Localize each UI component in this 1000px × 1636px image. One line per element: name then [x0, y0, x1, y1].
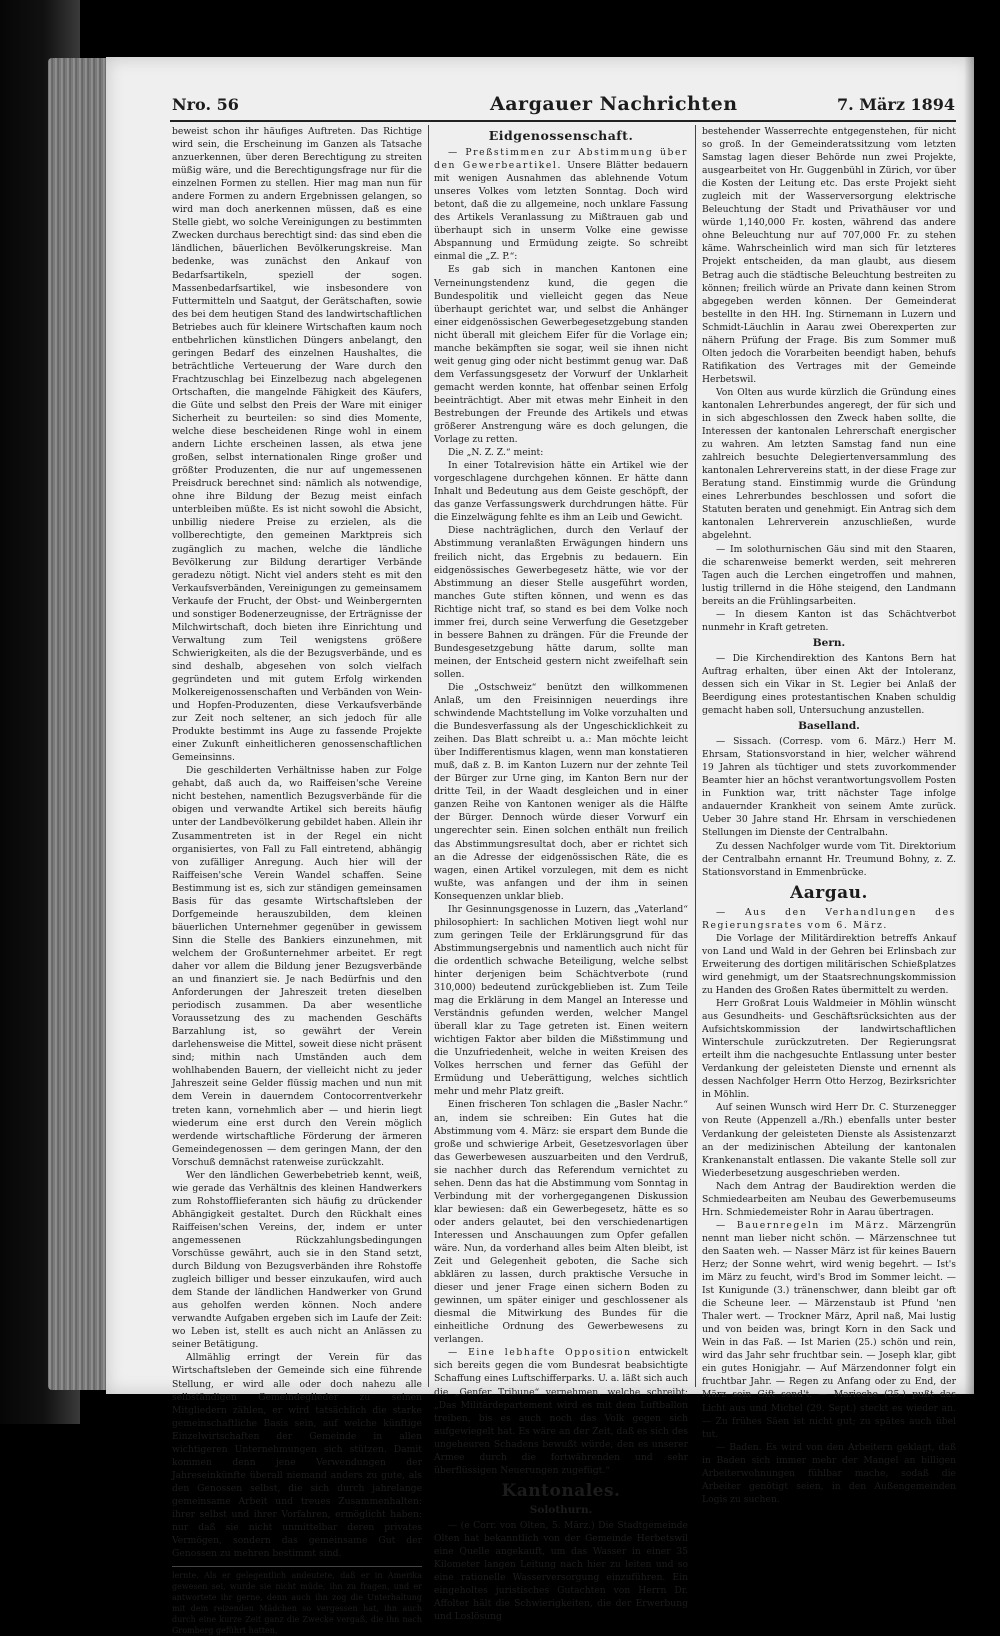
- article-paragraph: beweist schon ihr häufiges Auftreten. Das Richtige wird sein, die Erscheinung im Ganzen als Tatsache anzuerkennen, über deren Berechtigung zu streiten müßig wäre, und die Berechtigungsfrage nur für die einzelnen Formen zu stellen. Hier mag man nun für andere Formen zu andern Ergebnissen gelangen, so wird man doch anerkennen müssen, daß es eine Stelle giebt, wo solche Vereinigungen zu bestimmten Zwecken durchaus berechtigt sind: das sind eben die ländlichen, bäuerlichen Bevölkerungskreise. Man bedenke, was zunächst den Ankauf von Bedarfsartikeln, speziell der sogen. Massenbedarfsartikel, wie insbesondere von Futtermitteln und Saatgut, der Gerätschaften, sowie des bei dem heutigen Stand des landwirtschaftlichen Betriebes auch für kleinere Wirtschaften kaum noch entbehrlichen künstlichen Düngers anbelangt, den geringen Bedarf des einzelnen Haushaltes, die beträchtliche Verteuerung der Ware durch den Frachtzuschlag bei Einzelbezug nach abgelegenen Ortschaften, die mangelnde Fähigkeit des Käufers, die Güte und selbst den Preis der Ware mit einiger Sicherheit zu beurteilen: so sind dies Momente, welche diese bescheidenen Ringe wohl in einem andern Lichte erscheinen lassen, als etwa jene großen, selbst internationalen Ringe großer und größter Produzenten, die nur auf ungemessenen Preisdruck berechnet sind: nämlich als notwendige, ohne ihre Bildung der Bezug meist einfach unterbleiben müßte. Es ist nicht sowohl die Absicht, unbillig niedere Preise zu erzielen, als die vollberechtigte, den gemeinen Marktpreis sich zugänglich zu machen, welche die ländliche Bevölkerung zur Bildung derartiger Verbände geradezu nötigt. Nicht viel anders steht es mit den Verkaufsverbänden, Vereinigungen zu gemeinsamem Verkaufe der Frucht, der Obst- und Weinbergernten und sonstiger Bodenerzeugnisse, der Erträgnisse der Milchwirtschaft, doch bieten ihre Einrichtung und Verwaltung zum Teil wenigstens größere Schwierigkeiten, als die der Bezugsverbände, und es sind deshalb, abgesehen von solch vielfach gegründeten und mit gutem Erfolg wirkenden Molkereigenossenschaften und Verbänden von Wein- und Hopfen-Produzenten, diese Verkaufsverbände zur Zeit noch seltener, an sich jedoch für alle Produkte bestimmt ins Auge zu fassende Projekte einer Zukunft einheitlicheren genossenschaftlichen Gemeinsinns.: [172, 126, 422, 764]
- column-divider: [428, 125, 429, 1387]
- article-paragraph: Ihr Gesinnungsgenosse in Luzern, das „Vaterland“ philosophiert: In sachlichen Motiven liegt wohl nur zum geringen Teile der Erklärungsgrund für das Abstimmungsergebnis und namentlich auch nicht für die ordentlich schwache Beteiligung, welche selbst hinter derjenigen beim Schächtverbote (rund 310,000) bedeutend zurückgeblieben ist. Zum Teile mag die Erklärung in dem Mangel an Interesse und Verständnis gefunden werden, welcher Mangel überall klar zu Tage getreten ist. Einen weitern wichtigen Faktor aber bilden die Mißstimmung und die Unzufriedenheit, welche in weiten Kreisen des Volkes herrschen und ferner das Gefühl der Ermüdung und Ueberättigung, welches sichtlich mehr und mehr Platz greift.: [434, 903, 688, 1098]
- article-lead: — Aus den Verhandlungen des Regierungsrates vom 6. März.: [702, 906, 956, 931]
- article-paragraph: — Baden. Es wird von den Arbeitern geklagt, daß in Baden sich immer mehr der Mangel an billigen Arbeiterwohnungen fühlbar mache, sodaß die Arbeiter genötigt seien, in den Außengemeinden Logis zu suchen.: [702, 1441, 956, 1505]
- subsection-heading: Solothurn.: [529, 1503, 593, 1516]
- article-paragraph: Auf seinen Wunsch wird Herr Dr. C. Sturzenegger von Reute (Appenzell a./Rh.) ebenfalls unter bester Verdankung der geleisteten Dienste als Assistenzarzt an der medizinischen Abteilung der kantonalen Krankenanstalt entlassen. Die vakante Stelle soll zur Wiederbesetzung ausgeschrieben werden.: [702, 1102, 956, 1179]
- newspaper-page: [106, 57, 974, 1636]
- article-paragraph: Wer den ländlichen Gewerbebetrieb kennt, weiß, wie gerade das Verhältnis des kleinen Handwerkers zum Rohstofflieferanten sich häufig zu drückender Abhängigkeit gestaltet. Durch den Rückhalt eines Raiffeisen'schen Vereins, der, indem er unter angemessenen Rückzahlungsbedingungen Vorschüsse gewährt, auch sie in den Stand setzt, durch Bildung von Bezugsverbänden ihre Rohstoffe zugleich billiger und besser einzukaufen, wird auch dem Stande der ländlichen Handwerker von Grund aus geholfen werden können. Noch andere verwandte Aufgaben ergeben sich im Laufe der Zeit: wo Leben ist, stellt es auch nicht an Anlässen zu seiner Betätigung.: [172, 1169, 422, 1351]
- article-paragraph: Es gab sich in manchen Kantonen eine Verneinungstendenz kund, die gegen die Bundespolitik und vielleicht gegen das Neue überhaupt gerichtet war, und selbst die Anhänger einer eidgenössischen Gewerbegesetzgebung standen nicht überall mit gleichem Eifer für die Vorlage ein; manche bekämpften sie sogar, weil sie ihnen nicht weit genug ging oder nicht bestimmt genug war. Daß dem Verfassungsgesetz der Vorwurf der Unklarheit gemacht werden konnte, hat offenbar seinen Erfolg beeinträchtigt. Aber mit etwas mehr Einheit in den Bestrebungen der Freunde des Artikels und etwas größerer Anstrengung wäre es doch gelungen, die Vorlage zu retten.: [434, 264, 688, 446]
- article-paragraph: — Sissach. (Corresp. vom 6. März.) Herr M. Ehrsam, Stationsvorstand in hier, welcher während 19 Jahren als tüchtiger und stets zuvorkommender Beamter hier an höchst verantwortungsvollem Posten in Funktion war, tritt nächster Tage infolge andauernder Krankheit von seinem Amte zurück. Ueber 30 Jahre stand Hr. Ehrsam in verschiedenen Stellungen im Dienste der Centralbahn.: [702, 736, 956, 839]
- article-paragraph: Einen frischeren Ton schlagen die „Basler Nachr.“ an, indem sie schreiben: Ein Gutes hat die Abstimmung vom 4. März: sie erspart dem Bunde die große und schwierige Arbeit, Gesetzesvorlagen über das Gewerbewesen auszuarbeiten und den Verdruß, sie nachher durch das Referendum vernichtet zu sehen. Denn das hat die Abstimmung vom Sonntag in Verbindung mit der vorhergegangenen Diskussion klar bewiesen: daß ein Gewerbegesetz, hätte es so oder anders gelautet, bei den verschiedenartigen Interessen und Anschauungen zum Opfer gefallen wäre. Nun, da vorderhand alles beim Alten bleibt, ist Zeit und Gelegenheit geboten, die Sache sich abklären zu lassen, durch praktische Versuche in dieser und jener Frage einen sichern Boden zu gewinnen, um später einiger und geschlossener als diesmal die Mitwirkung des Bundes für die einheitliche Ordnung des Gewerbewesens zu verlangen.: [434, 1099, 688, 1346]
- article-paragraph: Die „N. Z. Z.“ meint:: [448, 447, 544, 459]
- subsection-heading: Baselland.: [798, 720, 860, 733]
- section-heading: Kantonales.: [501, 1480, 621, 1501]
- article-paragraph: Die Vorlage der Militärdirektion betreffs Ankauf von Land und Wald in der Gehren bei Erlinsbach zur Erweiterung des dortigen militärischen Schießplatzes wird genehmigt, um der Staatsrechnungskommission zu Handen des Großen Rates übermittelt zu werden.: [702, 932, 956, 996]
- article-paragraph: Die „Ostschweiz“ benützt den willkommenen Anlaß, um den Freisinnigen neuerdings ihre schwindende Machtstellung im Volke vorzuhalten und die Bundesverfassung als der Ungeschicklichkeit zu zeihen. Das Blatt schreibt u. a.: Man möchte leicht über Indifferentismus klagen, wenn man konstatieren muß, daß z. B. im Kanton Luzern nur der zehnte Teil der Bürger zur Urne ging, im Kanton Bern nur der dritte Teil, in der Waadt desgleichen und in einer ganzen Reihe von Kantonen weniger als die Hälfte der Bürger. Dennoch würde dieser Vorwurf ein ungerechter sein. Einen solchen enthält nun freilich das Abstimmungsresultat doch, aber er richtet sich an die Adresse der eidgenössischen Räte, die es wagen, einen Artikel vorzulegen, mit dem es nicht wußte, was anfangen und der ihm in seinen Konsequenzen unklar blieb.: [434, 681, 688, 902]
- issue-number: Nro. 56: [172, 95, 239, 114]
- column-1: [172, 125, 422, 1636]
- article-paragraph: — (e Corr. von Olten, 5. März.) Die Stadtgemeinde Olten hat bekanntlich von der Gemeinde Herbetswil eine Quelle angekauft, um das Wasser in einer 35 Kilometer langen Leitung nach hier zu leiten und so eine rationelle Wasserversorgung einzuführen. Ein eingeholtes juristisches Gutachten von Herrn Dr. Affolter hält die Schwierigkeiten, die der Erwerbung und Loslösung: [434, 1519, 688, 1623]
- article-paragraph: Von Olten aus wurde kürzlich die Gründung eines kantonalen Lehrerbundes angeregt, der für sich und in sich abgeschlossen den Zweck haben sollte, die Interessen der kantonalen Lehrerschaft energischer zu wahren. Am letzten Samstag fand nun eine zahlreich besuchte Delegiertenversammlung des kantonalen Lehrervereins statt, in der diese Frage zur Beratung stand. Einstimmig wurde die Gründung eines Lehrerbundes beschlossen und sofort die Statuten beraten und genehmigt. Ein Antrag sich dem kantonalen Lehrerverein anzuschließen, wurde abgelehnt.: [702, 386, 956, 542]
- section-heading: Eidgenossenschaft.: [488, 128, 634, 143]
- article-paragraph: — Die Kirchendirektion des Kantons Bern hat Auftrag erhalten, über einen Akt der Intoleranz, dessen sich ein Vikar in St. Legier bei Anlaß der Beerdigung eines protestantischen Knaben schuldig gemacht haben soll, Untersuchung anzustellen.: [702, 652, 956, 717]
- article-paragraph: — In diesem Kanton ist das Schächtverbot nunmehr in Kraft getreten.: [702, 608, 956, 633]
- article-paragraph: Zu dessen Nachfolger wurde vom Tit. Direktorium der Centralbahn ernannt Hr. Treumund Bohny, z. Z. Stationsvorstand in Emmenbrücke.: [702, 840, 956, 878]
- section-heading: Aargau.: [790, 882, 868, 903]
- feuilleton-footnote: lernte. Als er gelegentlich andeutete, daß er in Amerika gewesen sei, wurde sie nicht müde, ihn zu fragen, und er antwortete ihr gerne, denn auch ihn zog die Unterhaltung mit dem reizenden Mädchen so vergessen hat, ihn auch durch eine kurze Zeit ganz die Zwecke vergaß, die ihn nach Gromberg geführt hatten,: [172, 1566, 422, 1636]
- article-text: entwickelt sich bereits gegen die vom Bundesrat beabsichtigte Schaffung eines Luftschifferparks. U. a. läßt sich auch die „Genfer Tribune“ vernehmen, welche schreibt: „Das Militärdepartement wird es mit dem Luftballon treiben, bis es auch noch das Volk gegen sich aufgewiegelt hat. Es wäre an der Zeit, daß es sich des ungeheuren Schadens bewußt würde, den es unserer Armee durch die fortwährenden und sehr überflüssigen Neuerungen zugefügt.“: [434, 1347, 689, 1476]
- article-paragraph: bestehender Wasserrechte entgegenstehen, für nicht so groß. In der Gemeinderatssitzung vom letzten Samstag lagen dieser Behörde nun zwei Projekte, ausgearbeitet von Hr. Guggenbühl in Zürich, vor über die Kosten der Leitung etc. Das erste Projekt sieht zugleich mit der Wasserversorgung elektrische Beleuchtung der Stadt und Privathäuser vor und würde 1,140,000 Fr. kosten, während das andere ohne Beleuchtung nur auf 707,000 Fr. zu stehen käme. Wahrscheinlich wird man sich für letzteres Projekt entscheiden, da man glaubt, aus diesem Betrag auch die städtische Beleuchtung bestreiten zu können; freilich würde an Private dann keinen Strom abgegeben werden können. Der Gemeinderat bestellte in den HH. Ing. Stirnemann in Luzern und Schmidt-Läuchlin in Aarau zwei Oberexperten zur nähern Prüfung der Frage. Bis zum Sommer muß Olten jedoch die Vorarbeiten beendigt haben, behufs Ratifikation des Vertrages mit der Gemeinde Herbetswil.: [702, 126, 956, 385]
- header-rule: [170, 120, 956, 122]
- article-lead: — Bauernregeln im März.: [716, 1219, 890, 1231]
- page-header: [172, 95, 955, 121]
- article-lead: — Eine lebhafte Opposition: [448, 1347, 632, 1359]
- article-text: Unsere Blätter bedauern mit wenigen Ausnahmen das ablehnende Votum unseres Volkes vom letzten Sonntag. Doch wird betont, daß die zu allgemeine, noch unklare Fassung des Artikels Veranlassung zu Mißtrauen gab und überhaupt sich in unserm Volke eine gewisse Abspannung und Ermüdung zeigte. So schreibt einmal die „Z. P.“:: [434, 160, 688, 263]
- article-paragraph: Herr Großrat Louis Waldmeier in Möhlin wünscht aus Gesundheits- und Geschäftsrücksichten aus der Aufsichtskommission der landwirtschaftlichen Winterschule zurückzutreten. Der Regierungsrat erteilt ihm die nachgesuchte Entlassung unter bester Verdankung der geleisteten Dienste und ernennt als dessen Nachfolger Herrn Otto Herzog, Bezirksrichter in Möhlin.: [702, 998, 956, 1101]
- article-text: Märzengrün nennt man lieber nicht schön. — Märzenschnee tut den Saaten weh. — Nasser März ist für keines Bauern Herz; der Sonne wehrt, wird wenig begehrt. — Ist's im März zu feucht, wird's Brod im Sommer leicht. — Ist Kunigunde (3.) tränenschwer, dann bleibt gar oft die Scheune leer. — Märzenstaub ist Pfund 'nen Thaler wert. — Trockner März, April naß, Mai lustig und von beiden was, bringt Korn in den Sack und Wein in das Faß. — Ist Marien (25.) schön und rein, wird das Jahr sehr fruchtbar sein. — Joseph klar, gibt ein gutes Honigjahr. — Auf Märzendonner folgt ein fruchtbar Jahr. — Regen zu Anfang oder zu End, der März sein Gift send't. — Marieche (25.) pußt das Licht aus und Michel (29. Sept.) steckt es wieder an. — Zu frühes Säen ist nicht gut; zu spätes auch übel tut.: [702, 1219, 956, 1440]
- issue-date: 7. März 1894: [837, 95, 955, 114]
- column-3: [702, 125, 956, 1505]
- article-paragraph: — Im solothurnischen Gäu sind mit den Staaren, die scharenweise bemerkt werden, seit mehreren Tagen auch die Lerchen eingetroffen und mahnen, lustig trillernd in die Höhe steigend, den Landmann bereits an die Frühlingsarbeiten.: [702, 543, 956, 607]
- article-lead: — Preßstimmen zur Abstimmung über den Gewerbeartikel.: [434, 147, 688, 172]
- article-paragraph: Nach dem Antrag der Baudirektion werden die Schmiedearbeiten am Neubau des Gewerbemuseums Hrn. Schmiedemeister Rohr in Aarau übertragen.: [702, 1180, 956, 1218]
- article-paragraph: Allmählig erringt der Verein für das Wirtschaftsleben der Gemeinde sich eine führende Stellung, er wird alle oder doch nahezu alle selbständigen Gemeindeglieder zu seinen Mitgliedern zählen, er wird tatsächlich die starke gemeinschaftliche Basis sein, auf welche künftige Einzelwirtschaften der Gemeinde in allen wichtigeren Unternehmungen sich stützen. Damit kommen denn jene Verwendungen der Jahreseinkünfte überall niemand anders zu gute, als den Genossen selbst, die sich durch jahrelange gemeinsame Arbeit und treues Zusammenhalten: ihrer selbst und ihrer Vorfahren, ermöglicht haben: nur daß sie nicht unmittelbar deren privates Vermögen, sondern das gemeinsame Gut der Genossen zu mehren bestimmt sind.: [172, 1352, 422, 1560]
- column-2: [434, 125, 689, 1623]
- page-shadow: [964, 57, 974, 1394]
- article-paragraph: Diese nachträglichen, durch den Verlauf der Abstimmung veranlaßten Erwägungen hindern uns freilich nicht, das Ergebnis zu bedauern. Ein eidgenössisches Gewerbegesetz hätte, wie vor der Abstimmung an dieser Stelle ausgeführt worden, manches Gute stiften können, und wenn es das Richtige nicht traf, so stand es bei dem Volke noch immer frei, durch seine Verwerfung die Gesetzgeber in bessere Bahnen zu drängen. Für die Freunde der Bundesgesetzgebung hätte darum, sollte man meinen, der Entscheid gestern nicht zweifelhaft sein sollen.: [434, 525, 688, 680]
- newspaper-title: Aargauer Nachrichten: [490, 93, 738, 115]
- column-divider: [695, 125, 696, 1387]
- article-paragraph: Die geschilderten Verhältnisse haben zur Folge gehabt, daß auch da, wo Raiffeisen'sche Vereine nicht bestehen, namentlich Bezugsverbände für die obigen und verwandte Artikel sich bereits häufig unter der Landbevölkerung gebildet haben. Allein ihr Zusammentreten ist in der Regel ein nicht organisiertes, von Fall zu Fall eintretend, abhängig von zufälliger Anregung. Auch hier will der Raiffeisen'sche Verein Wandel schaffen. Seine Bestimmung ist es, sich zur ständigen gemeinsamen Basis für das gesamte Wirtschaftsleben der Dorfgemeinde herauszubilden, dem kleinen bäuerlichen Unternehmer gegenüber in gewissem Sinn die Stelle des Bankiers einzunehmen, mit welchem der Großunternehmer arbeitet. Er regt daher vor allem die Bildung jener Bezugsverbände an und finanziert sie. Je nach Bedürfnis und den Anforderungen der Jahreszeit treten dieselben periodisch zusammen. Da aber wesentliche Voraussetzung des zu machenden Geschäfts Barzahlung ist, so gewährt der Verein darlehensweise die Mittel, soweit diese nicht präsent sind; mithin nach Umständen auch dem wohlhabenden Bauern, der vielleicht nicht zu jeder Jahreszeit seine Gelder flüssig machen und nun mit dem Verein in dauerndem Contocorrentverkehr treten kann, vornehmlich aber — und hierin liegt wiederum eine erst durch den Verein möglich werdende wirtschaftliche Förderung der ärmeren Gemeindegenossen — dem geringen Mann, der den Vorschuß demnächst ratenweise zurückzahlt.: [172, 765, 422, 1168]
- subsection-heading: Bern.: [812, 636, 846, 649]
- article-paragraph: In einer Totalrevision hätte ein Artikel wie der vorgeschlagene durchgehen können. Er hätte dann Inhalt und Bedeutung aus dem Geiste geschöpft, der das ganze Verfassungswerk durchdrungen hätte. Für die Einzelwägung fehlte es ihm an Leib und Gewicht.: [434, 460, 688, 524]
